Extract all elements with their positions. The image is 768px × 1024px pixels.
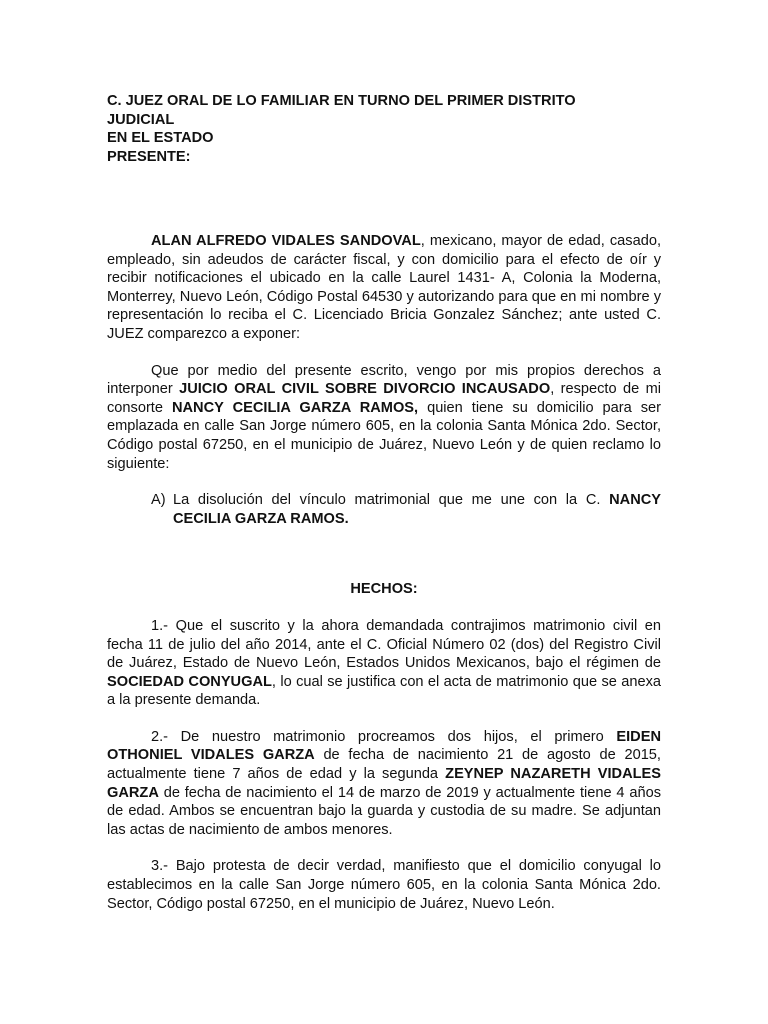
hechos-heading: HECHOS: xyxy=(350,581,418,598)
addressee-line-3: EN EL ESTADO xyxy=(107,130,214,147)
petition-text-3: quien tiene su domicilio para ser emplazada en calle San Jorge número 605, en la colonia Santa Mónica 2do. Sector, Código postal 67250, en el municipio de Juárez, Nuevo León y de quien reclamo lo siguiente: xyxy=(107,399,662,472)
intro-text: , mexicano, mayor de edad, casado, empleado, sin adeudos de carácter fiscal, y con domicilio para el efecto de oír y recibir notificaciones el ubicado en la calle Laurel 1431- A, Colonia la Moderna, Monterrey, Nuevo León, Código Postal 64530 y autorizando para que en mi nombre y representación lo reciba el C. Licenciado Bricia Gonzalez Sánchez; ante usted C. JUEZ comparezco a exponer: xyxy=(107,233,661,342)
addressee-line-2: JUDICIAL xyxy=(107,111,175,128)
fact-2-text-2: de fecha de nacimiento 21 de agosto de 2015, actualmente tiene 7 años de edad y la segunda xyxy=(107,747,661,783)
fact-1-text-1: 1.- Que el suscrito y la ahora demandada contrajimos matrimonio civil en fecha 11 de julio del año 2014, ante el C. Oficial Número 02 (dos) del Registro Civil de Juárez, Estado de Nuevo León, Estados Unidos Mexicanos, bajo el régimen de xyxy=(107,617,661,672)
fact-1-paragraph xyxy=(107,617,661,710)
fact-2-text-3: de fecha de nacimiento el 14 de marzo de 2019 y actualmente tiene 4 años de edad. Ambos se encuentran bajo la guarda y custodia de su madre. Se adjuntan las actas de nacimiento de ambos menores. xyxy=(107,784,661,838)
fact-3-paragraph xyxy=(107,857,661,913)
claim-item xyxy=(107,491,661,528)
plaintiff-name: ALAN ALFREDO VIDALES SANDOVAL xyxy=(151,233,421,249)
claim-marker: A) xyxy=(151,492,166,509)
document-body xyxy=(107,232,661,913)
claim-text: La disolución del vínculo matrimonial que me une con la C. xyxy=(173,492,610,509)
claim-bold: NANCY CECILIA GARZA RAMOS. xyxy=(173,492,661,527)
petition-bold-1: JUICIO ORAL CIVIL SOBRE DIVORCIO INCAUSADO xyxy=(179,381,551,398)
addressee-line-1: C. JUEZ ORAL DE LO FAMILIAR EN TURNO DEL PRIMER DISTRITO xyxy=(107,93,576,109)
petition-bold-2: NANCY CECILIA GARZA RAMOS, xyxy=(171,399,419,416)
petition-paragraph xyxy=(107,362,661,474)
fact-3-text: 3.- Bajo protesta de decir verdad, manifiesto que el domicilio conyugal lo establecimos en la calle San Jorge número 605, en la colonia Santa Mónica 2do. Sector, Código postal 67250, en el municipio de Juárez, Nuevo León. xyxy=(107,858,661,912)
fact-2-bold-1: EIDEN OTHONIEL VIDALES GARZA xyxy=(107,728,661,764)
intro-paragraph xyxy=(107,232,661,344)
petition-text-2: , respecto de mi consorte xyxy=(107,381,661,416)
addressee-line-4: PRESENTE: xyxy=(107,148,191,165)
petition-text-1: Que por medio del presente escrito, vengo por mis propios derechos a interponer xyxy=(107,362,661,398)
fact-1-bold-1: SOCIEDAD CONYUGAL xyxy=(107,673,272,690)
fact-1-text-2: , lo cual se justifica con el acta de matrimonio que se anexa a la presente demanda. xyxy=(107,673,662,709)
fact-2-paragraph xyxy=(107,728,661,840)
fact-2-text-1: 2.- De nuestro matrimonio procreamos dos hijos, el primero xyxy=(151,728,617,745)
document-header xyxy=(107,92,667,166)
fact-2-bold-2: ZEYNEP NAZARETH VIDALES GARZA xyxy=(107,766,661,801)
